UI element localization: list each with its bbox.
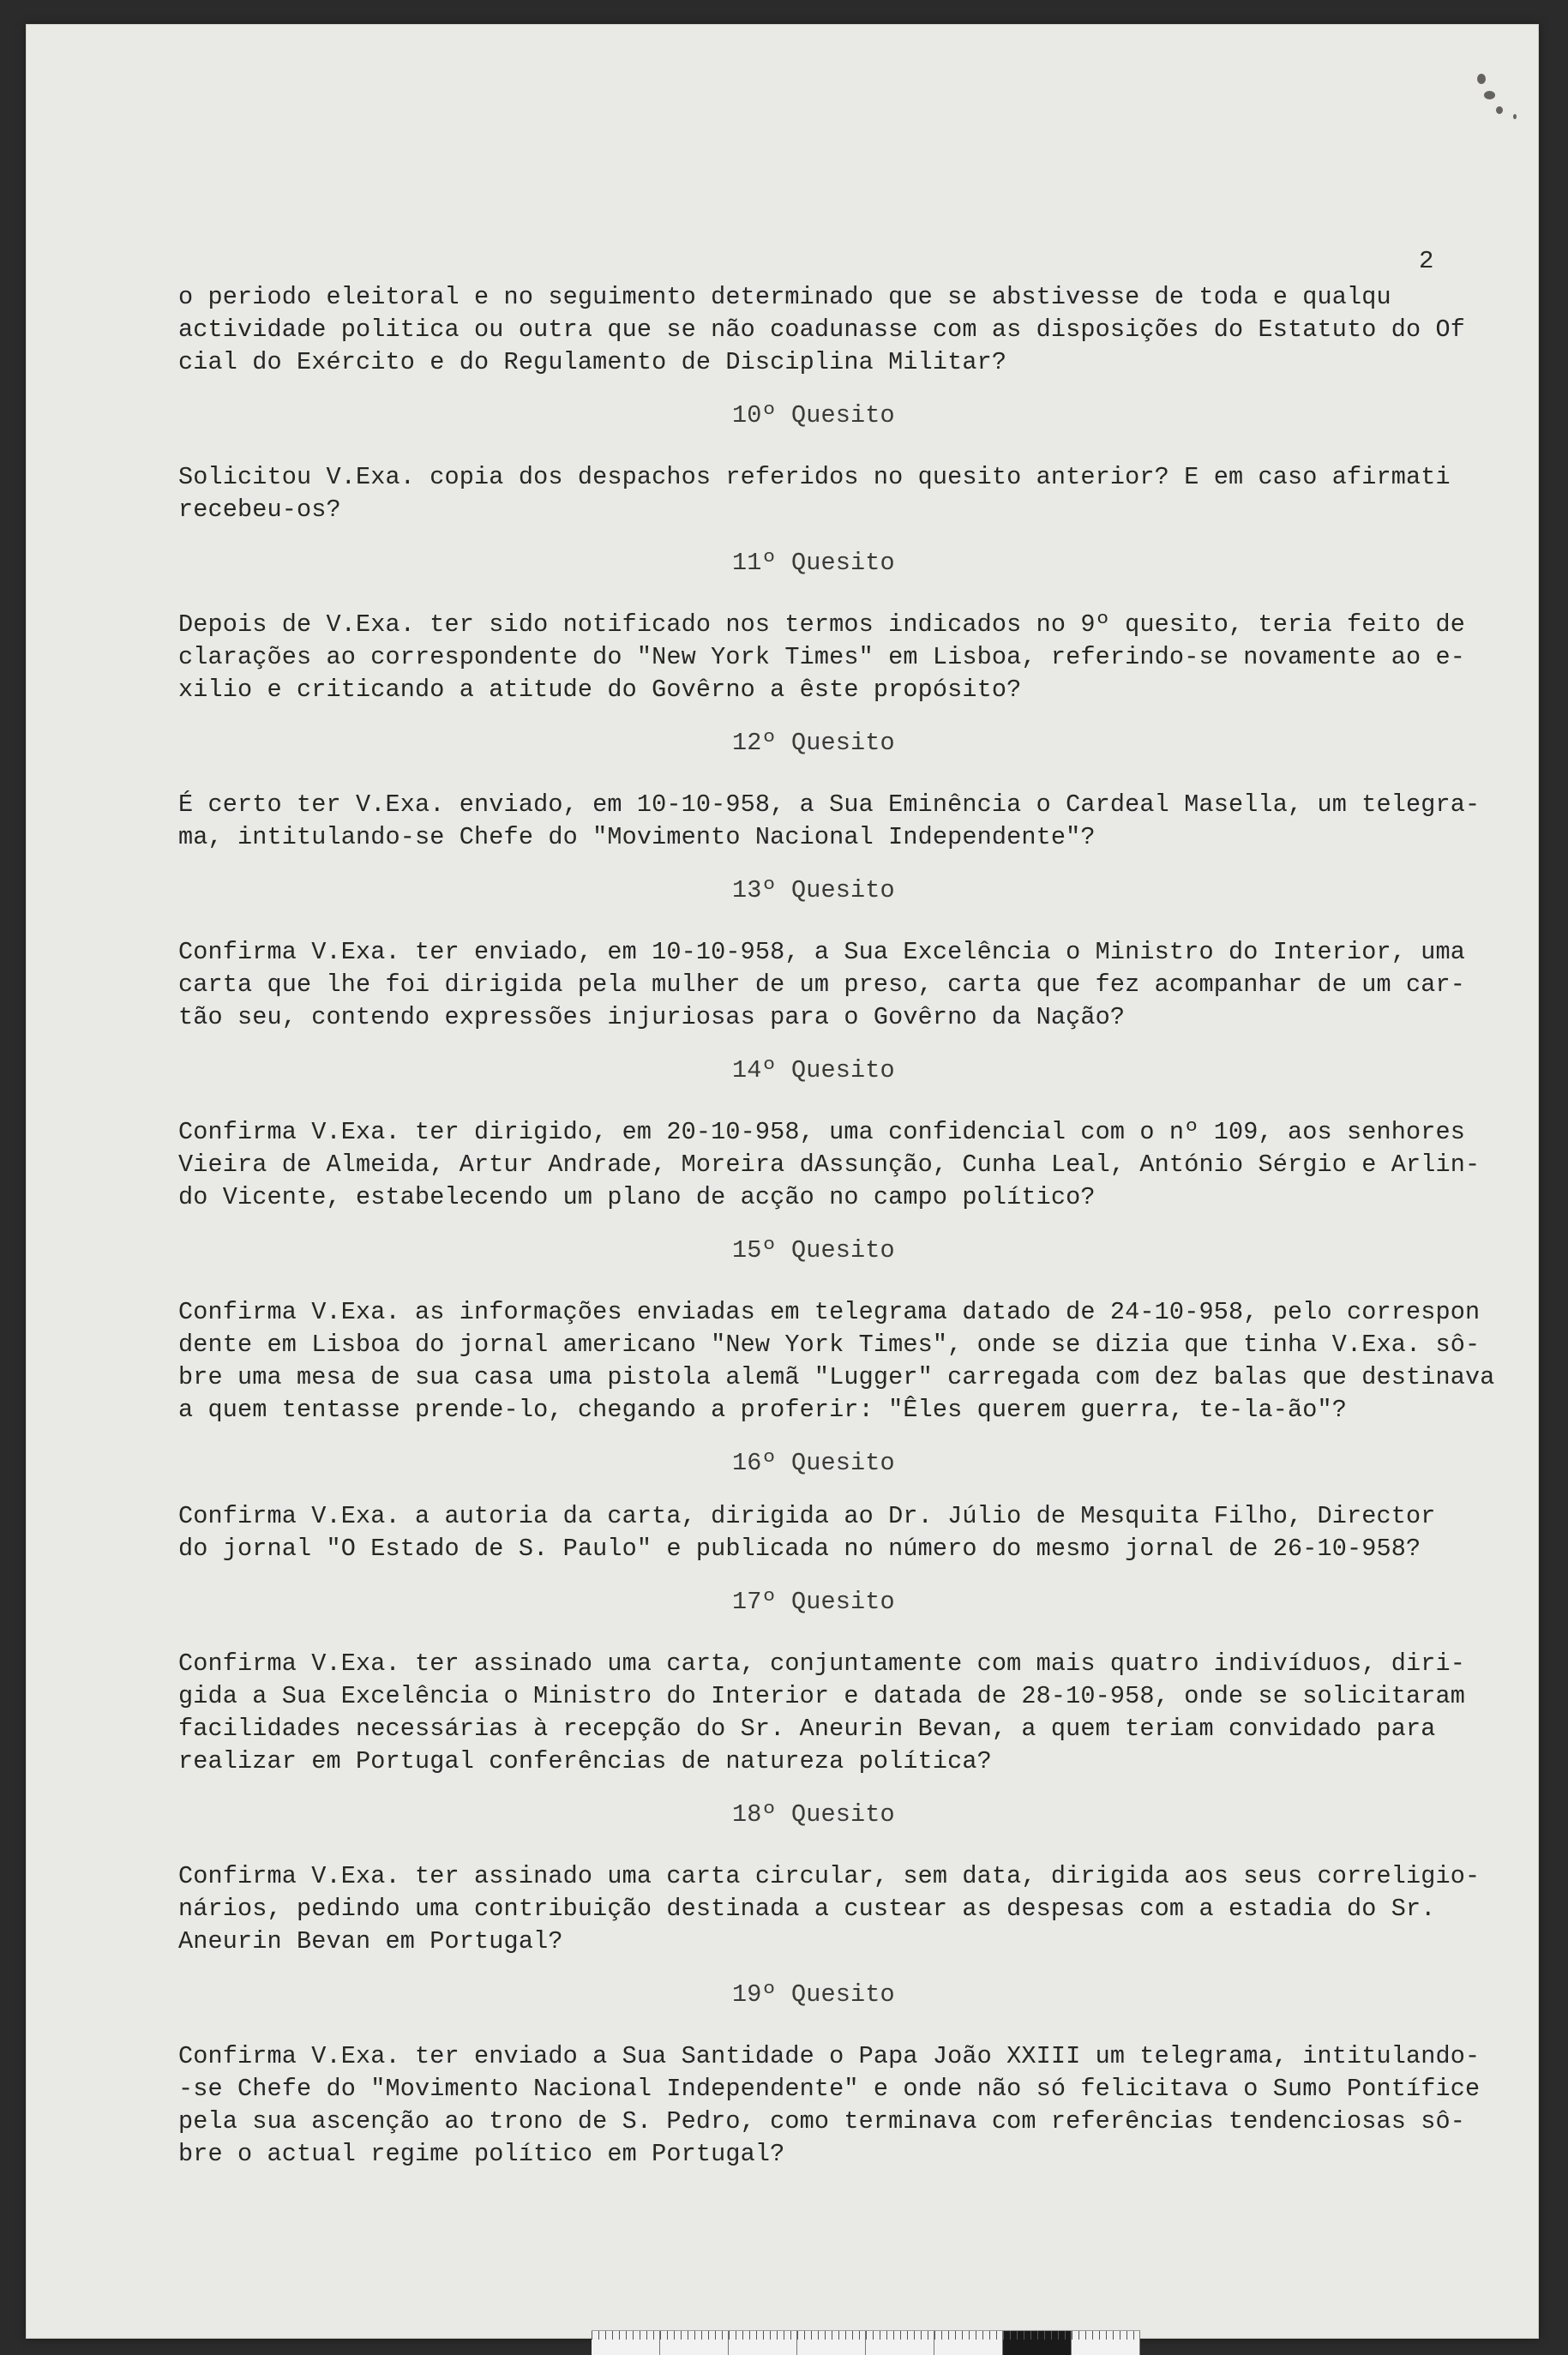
paragraph-question — [178, 789, 1481, 854]
text-line: Confirma V.Exa. ter enviado, em 10-10-958, a Sua Excelência o Ministro do Interior, uma — [178, 938, 1465, 966]
paragraph-question — [178, 2040, 1481, 2171]
text-line: tão seu, contendo expressões injuriosas para o Govêrno da Nação? — [178, 1003, 1126, 1031]
text-line: bre o actual regime político em Portugal? — [178, 2140, 785, 2168]
section-heading: 14º Quesito — [732, 1056, 895, 1084]
section-heading: 10º Quesito — [732, 401, 895, 430]
page-number: 2 — [1419, 247, 1434, 275]
text-line: pela sua ascenção ao trono de S. Pedro, como terminava com referências tendenciosas sô- — [178, 2107, 1465, 2136]
text-line: bre uma mesa de sua casa uma pistola alemã "Lugger" carregada com dez balas que destinava — [178, 1363, 1495, 1391]
paragraph-question — [178, 609, 1464, 706]
punch-mark — [1496, 106, 1503, 114]
document-body — [178, 281, 1495, 2171]
text-line: -se Chefe do "Movimento Nacional Independente" e onde não só felicitava o Sumo Pontífice — [178, 2075, 1481, 2103]
text-line: cial do Exército e do Regulamento de Disciplina Militar? — [178, 348, 1007, 376]
section-heading: 13º Quesito — [732, 876, 895, 904]
text-line: realizar em Portugal conferências de natureza política? — [178, 1747, 992, 1775]
text-line: carta que lhe foi dirigida pela mulher de um preso, carta que fez acompanhar de um car- — [178, 970, 1465, 999]
document-page — [26, 24, 1539, 2339]
section-heading: 19º Quesito — [732, 1980, 895, 2009]
paragraph-question — [178, 1116, 1481, 1214]
section-heading: 16º Quesito — [732, 1449, 895, 1477]
text-line: Aneurin Bevan em Portugal? — [178, 1927, 563, 1955]
section-heading: 15º Quesito — [732, 1236, 895, 1265]
punch-mark — [1513, 114, 1517, 119]
text-line: nários, pedindo uma contribuição destinada a custear as despesas com a estadia do Sr. — [178, 1895, 1436, 1923]
text-line: Confirma V.Exa. ter assinado uma carta circular, sem data, dirigida aos seus correligio- — [178, 1862, 1481, 1890]
text-line: do Vicente, estabelecendo um plano de acção no campo político? — [178, 1183, 1096, 1211]
text-line: Confirma V.Exa. as informações enviadas em telegrama datado de 24-10-958, pelo correspon — [178, 1298, 1481, 1326]
text-line: do jornal "O Estado de S. Paulo" e publicada no número do mesmo jornal de 26-10-958? — [178, 1535, 1421, 1563]
text-line: Vieira de Almeida, Artur Andrade, Moreira dAssunção, Cunha Leal, António Sérgio e Arlin- — [178, 1150, 1481, 1179]
paragraph-question — [178, 1648, 1464, 1778]
text-line: Solicitou V.Exa. copia dos despachos referidos no quesito anterior? E em caso afirmati — [178, 463, 1451, 491]
paragraph-question — [178, 1500, 1464, 1565]
paragraph-question — [178, 461, 1464, 526]
scale-ticks — [592, 2331, 1140, 2340]
text-line: o periodo eleitoral e no seguimento determinado que se abstivesse de toda e qualqu — [178, 283, 1391, 311]
text-line: Confirma V.Exa. ter enviado a Sua Santidade o Papa João XXIII um telegrama, intitulando- — [178, 2042, 1481, 2070]
punch-mark — [1484, 91, 1495, 99]
measurement-scale — [592, 2330, 1140, 2355]
text-line: dente em Lisboa do jornal americano "New York Times", onde se dizia que tinha V.Exa. sô- — [178, 1331, 1481, 1359]
text-line: É certo ter V.Exa. enviado, em 10-10-958, a Sua Eminência o Cardeal Masella, um telegra- — [178, 790, 1481, 819]
text-line: Depois de V.Exa. ter sido notificado nos termos indicados no 9º quesito, teria feito de — [178, 610, 1465, 639]
text-line: Confirma V.Exa. ter dirigido, em 20-10-958, uma confidencial com o nº 109, aos senhores — [178, 1118, 1465, 1146]
text-line: a quem tentasse prende-lo, chegando a proferir: "Êles querem guerra, te-la-ão"? — [178, 1396, 1347, 1424]
text-line: ma, intitulando-se Chefe do "Movimento Nacional Independente"? — [178, 823, 1096, 851]
section-heading: 18º Quesito — [732, 1800, 895, 1829]
text-line: clarações ao correspondente do "New York Times" em Lisboa, referindo-se novamente ao e- — [178, 643, 1465, 671]
paragraph-intro — [178, 281, 1464, 379]
punch-mark — [1477, 74, 1486, 84]
text-line: facilidades necessárias à recepção do Sr. Aneurin Bevan, a quem teriam convidado para — [178, 1715, 1436, 1743]
section-heading: 11º Quesito — [732, 549, 895, 577]
paragraph-question — [178, 1296, 1495, 1427]
text-line: gida a Sua Excelência o Ministro do Interior e datada de 28-10-958, onde se solicitaram — [178, 1682, 1465, 1710]
section-heading: 12º Quesito — [732, 729, 895, 757]
paragraph-question — [178, 1860, 1481, 1958]
text-line: recebeu-os? — [178, 496, 341, 524]
section-heading: 17º Quesito — [732, 1588, 895, 1616]
text-line: xilio e criticando a atitude do Govêrno a êste propósito? — [178, 676, 1022, 704]
text-line: actividade politica ou outra que se não coadunasse com as disposições do Estatuto do Of — [178, 315, 1465, 344]
text-line: Confirma V.Exa. a autoria da carta, dirigida ao Dr. Júlio de Mesquita Filho, Director — [178, 1502, 1436, 1530]
text-line: Confirma V.Exa. ter assinado uma carta, conjuntamente com mais quatro indivíduos, diri- — [178, 1649, 1465, 1678]
paragraph-question — [178, 936, 1464, 1034]
